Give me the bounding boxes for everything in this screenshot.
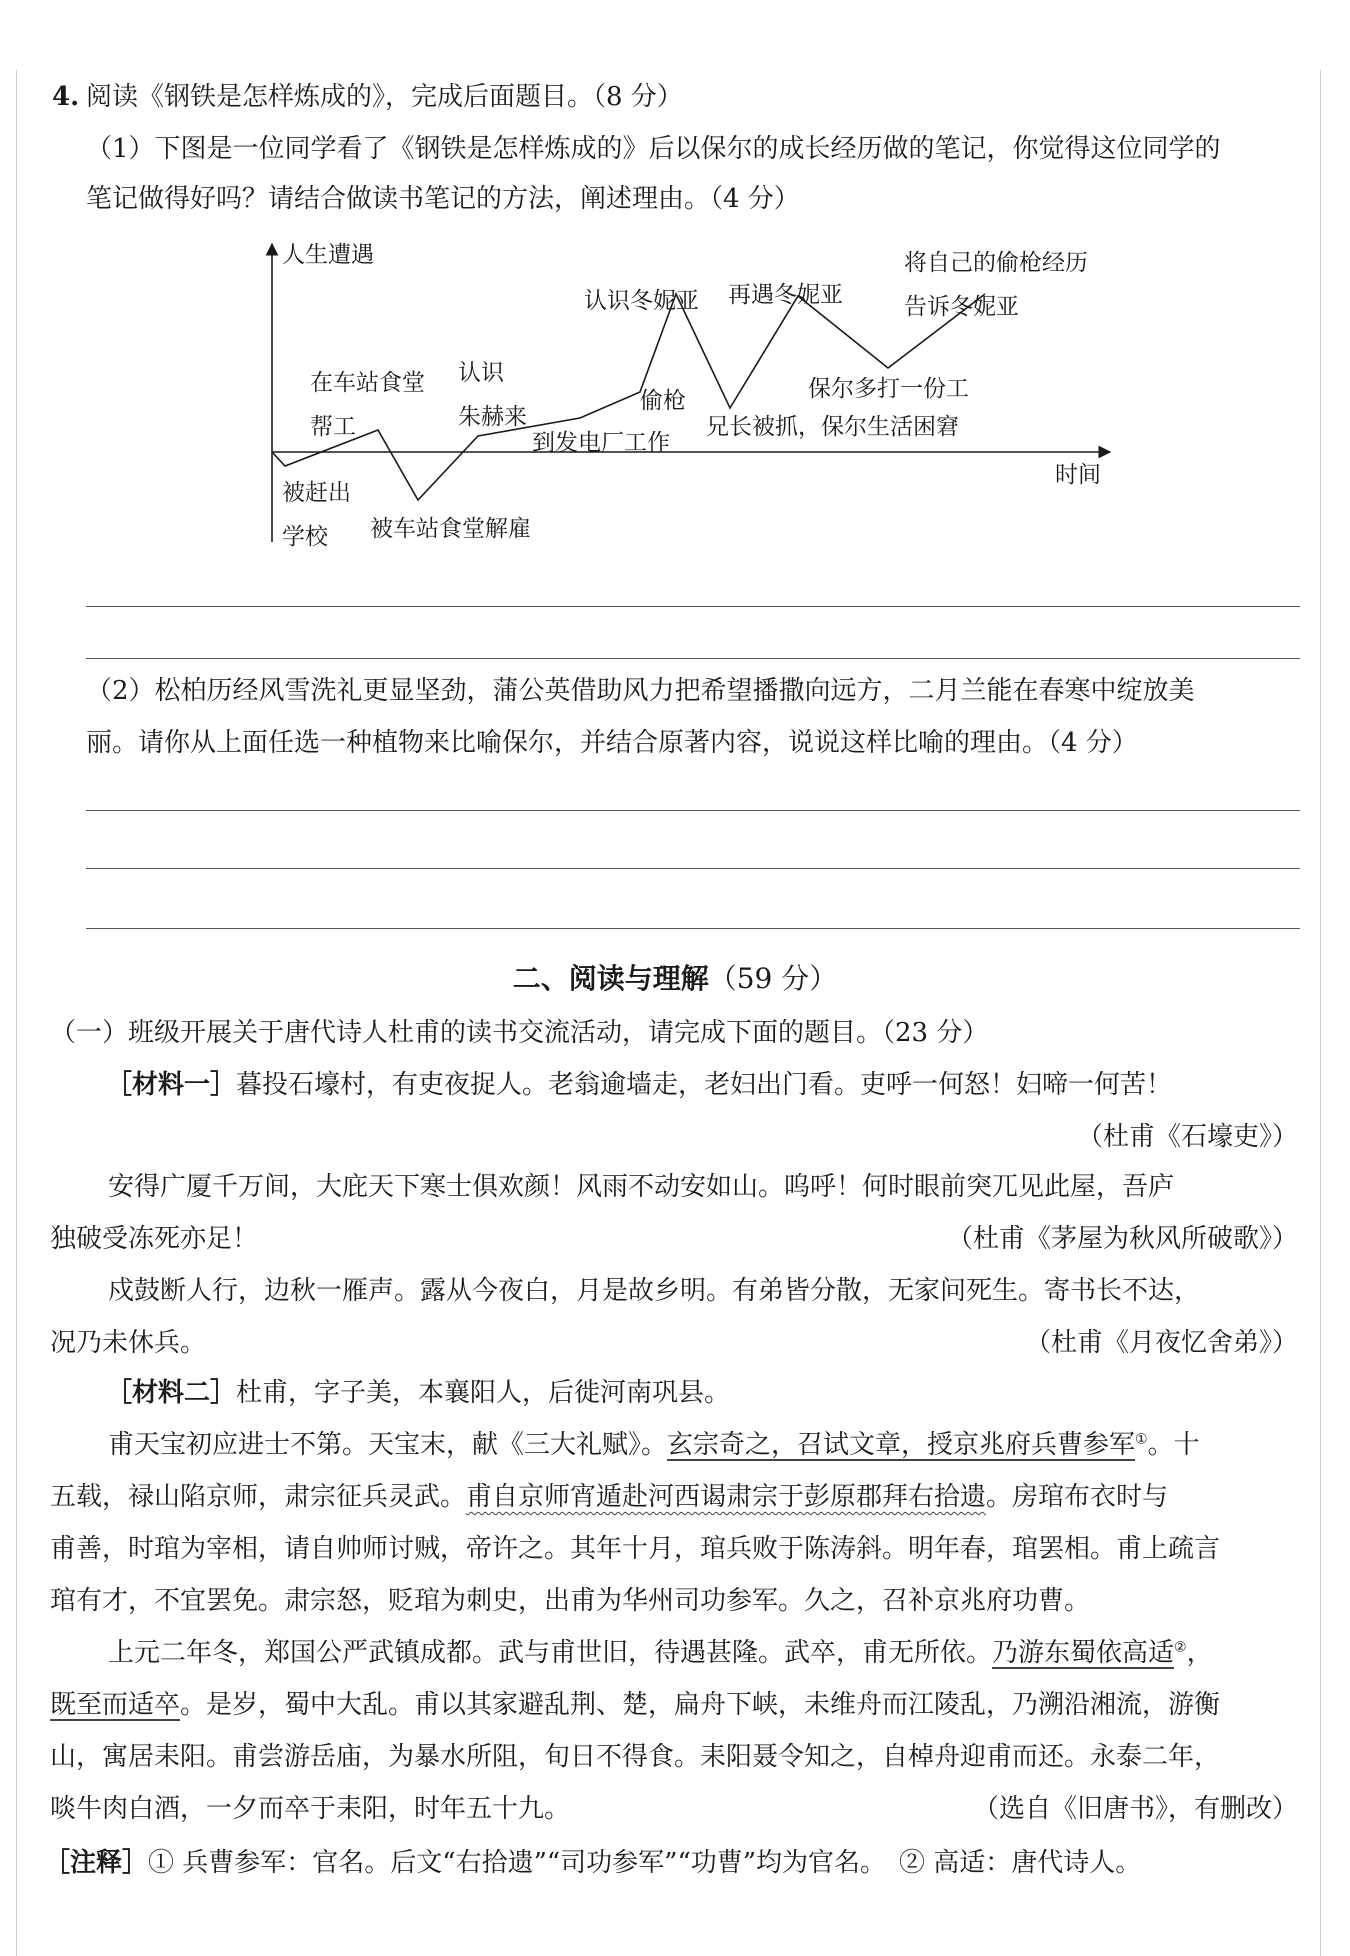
material2-line1: ［材料二］杜甫，字子美，本襄阳人，后徙河南巩县。 bbox=[106, 1378, 731, 1408]
material2-label: ［材料二］ bbox=[106, 1378, 237, 1408]
material2-line9: 啖牛肉白酒，一夕而卒于耒阳，时年五十九。 bbox=[50, 1794, 571, 1824]
material2-line5: 琯有才，不宜罢免。肃宗怒，贬琯为刺史，出甫为华州司功参军。久之，召补京兆府功曹。 bbox=[50, 1586, 1091, 1616]
event-label-4-line-1: 认识 bbox=[458, 360, 504, 386]
part1-intro: （一）班级开展关于唐代诗人杜甫的读书交流活动，请完成下面的题目。（23 分） bbox=[50, 1018, 989, 1048]
y-axis-label: 人生遭遇 bbox=[282, 242, 374, 268]
material2-source: （选自《旧唐书》，有删改） bbox=[972, 1794, 1298, 1824]
event-label-9: 再遇冬妮亚 bbox=[728, 282, 843, 308]
material2-line3: 五载，禄山陷京师，肃宗征兵灵武。甫自京师宵遁赴河西谒肃宗于彭原郡拜右拾遗。房琯布衣时与 bbox=[50, 1482, 1169, 1512]
poem2-source: （杜甫《茅屋为秋风所破歌》） bbox=[946, 1224, 1298, 1254]
notes-label: ［注释］ bbox=[44, 1848, 149, 1878]
event-label-11-line-2: 告诉冬妮亚 bbox=[904, 294, 1019, 320]
material1-line: ［材料一］暮投石壕村，有吏夜捉人。老翁逾墙走，老妇出门看。吏呼一何怒！妇啼一何苦！ bbox=[106, 1070, 1173, 1100]
material2-line7: 既至而适卒。是岁，蜀中大乱。甫以其家避乱荆、楚，扁舟下峡，未维舟而江陵乱，乃溯沿湘流，游衡 bbox=[50, 1690, 1221, 1720]
event-label-1-line-2: 学校 bbox=[282, 524, 328, 550]
q4-part1-line2: 笔记做得好吗？请结合做读书笔记的方法，阐述理由。（4 分） bbox=[86, 184, 800, 214]
poem3-source: （杜甫《月夜忆舍弟》） bbox=[1024, 1328, 1298, 1358]
q4-stem: 阅读《钢铁是怎样炼成的》，完成后面题目。（8 分） bbox=[86, 82, 683, 112]
life-events-chart bbox=[0, 0, 1350, 560]
answer-line-4 bbox=[86, 868, 1300, 869]
event-label-10: 保尔多打一份工 bbox=[808, 376, 969, 402]
answer-line-2 bbox=[86, 658, 1300, 659]
underlined-sentence-2b: 既至而适卒 bbox=[50, 1690, 181, 1720]
underlined-sentence-1: 玄宗奇之，召试文章，授京兆府兵曹参军 bbox=[667, 1430, 1136, 1460]
event-label-8: 兄长被抓，保尔生活困窘 bbox=[706, 414, 959, 440]
event-label-6: 偷枪 bbox=[640, 388, 686, 414]
material2-line2: 甫天宝初应进士不第。天宝末，献《三大礼赋》。玄宗奇之，召试文章，授京兆府兵曹参军①。十 bbox=[108, 1430, 1200, 1460]
material1-source: （杜甫《石壕吏》） bbox=[1076, 1122, 1298, 1152]
q4-number: 4. bbox=[52, 82, 80, 112]
answer-line-5 bbox=[86, 928, 1300, 929]
q4-part1-line1: （1）下图是一位同学看了《钢铁是怎样炼成的》后以保尔的成长经历做的笔记，你觉得这位同学的 bbox=[86, 134, 1221, 164]
poem2-line2: 独破受冻死亦足！ bbox=[50, 1224, 259, 1254]
wavy-underlined-sentence: 甫自京师宵遁赴河西谒肃宗于彭原郡拜右拾遗 bbox=[466, 1482, 987, 1512]
event-label-2-line-1: 在车站食堂 bbox=[310, 370, 425, 396]
material2-line6: 上元二年冬，郑国公严武镇成都。武与甫世旧，待遇甚隆。武卒，甫无所依。乃游东蜀依高适②， bbox=[108, 1638, 1213, 1668]
material2-line8: 山，寓居耒阳。甫尝游岳庙，为暴水所阻，旬日不得食。耒阳聂令知之，自棹舟迎甫而还。永泰二年， bbox=[50, 1742, 1221, 1772]
event-label-5: 到发电厂工作 bbox=[532, 430, 670, 456]
q4-part2-line2: 丽。请你从上面任选一种植物来比喻保尔，并结合原著内容，说说这样比喻的理由。（4 分） bbox=[86, 728, 1138, 758]
section-title: 二、阅读与理解（59 分） bbox=[512, 962, 838, 995]
event-label-11-line-1: 将自己的偷枪经历 bbox=[904, 250, 1088, 276]
event-label-2-line-2: 帮工 bbox=[310, 414, 356, 440]
event-label-7: 认识冬妮亚 bbox=[584, 288, 699, 314]
answer-line-1 bbox=[86, 606, 1300, 607]
event-label-1-line-1: 被赶出 bbox=[282, 480, 351, 506]
event-label-4-line-2: 朱赫来 bbox=[458, 404, 527, 430]
material1-label: ［材料一］ bbox=[106, 1070, 237, 1100]
q4-part2-line1: （2）松柏历经风雪洗礼更显坚劲，蒲公英借助风力把希望播撒向远方，二月兰能在春寒中绽放美 bbox=[86, 676, 1195, 706]
answer-line-3 bbox=[86, 810, 1300, 811]
poem2-line1: 安得广厦千万间，大庇天下寒士俱欢颜！风雨不动安如山。呜呼！何时眼前突兀见此屋，吾庐 bbox=[108, 1172, 1175, 1202]
poem3-line2: 况乃未休兵。 bbox=[50, 1328, 207, 1358]
x-axis-label: 时间 bbox=[1055, 462, 1101, 488]
notes: ［注释］① 兵曹参军：官名。后文“右拾遗”“司功参军”“功曹”均为官名。 ② 高适：唐代诗人。 bbox=[44, 1848, 1142, 1878]
poem3-line1: 戍鼓断人行，边秋一雁声。露从今夜白，月是故乡明。有弟皆分散，无家问死生。寄书长不达， bbox=[108, 1276, 1201, 1306]
event-label-3: 被车站食堂解雇 bbox=[370, 516, 531, 542]
underlined-sentence-2a: 乃游东蜀依高适 bbox=[992, 1638, 1175, 1668]
material2-line4: 甫善，时琯为宰相，请自帅师讨贼，帝许之。其年十月，琯兵败于陈涛斜。明年春，琯罢相。甫上疏言 bbox=[50, 1534, 1221, 1564]
